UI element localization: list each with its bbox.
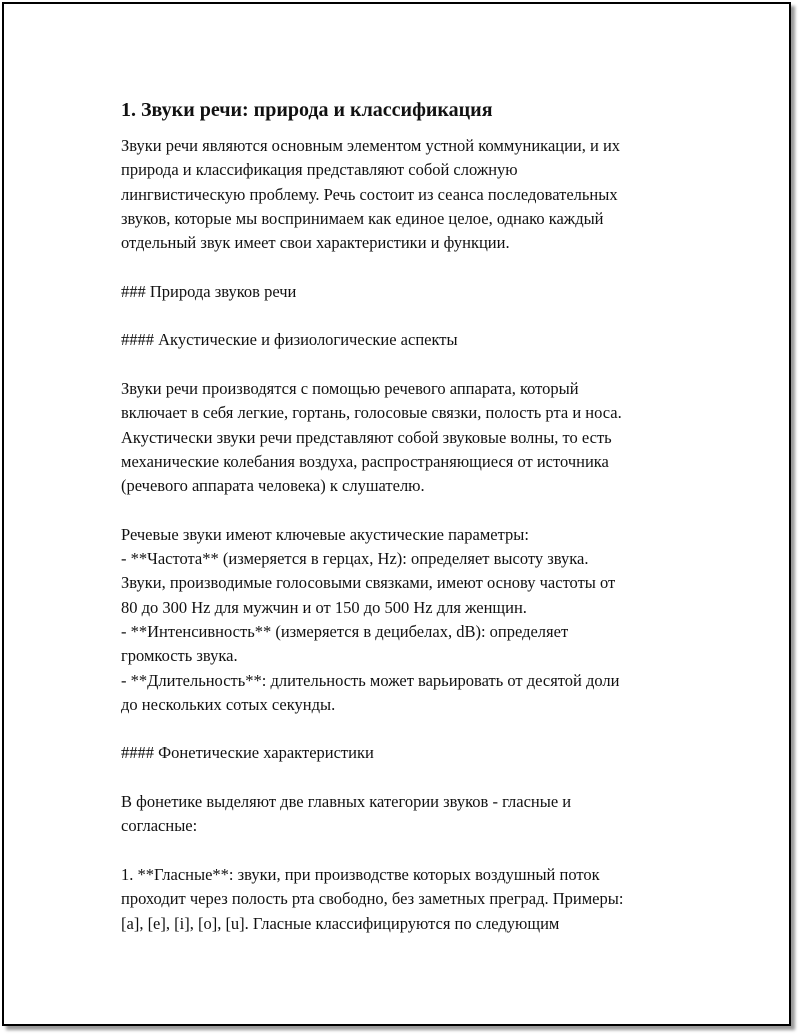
blank-line — [121, 717, 701, 741]
blank-line — [121, 304, 701, 328]
document-title: 1. Звуки речи: природа и классификация — [121, 99, 493, 121]
text-line: - **Длительность**: длительность может варьировать от десятой доли — [121, 670, 620, 690]
page-frame — [2, 2, 791, 1026]
text-line: Звуки речи являются основным элементом устной коммуникации, и их — [121, 136, 621, 155]
blank-line — [121, 353, 701, 377]
text-line: природа и классификация представляют собой сложную — [121, 160, 518, 180]
blank-line — [121, 839, 701, 863]
blank-line — [121, 766, 701, 790]
text-line: до нескольких сотых секунды. — [121, 694, 336, 714]
text-line: проходит через полость рта свободно, без заметных преград. Примеры: — [121, 889, 624, 909]
text-line: #### Фонетические характеристики — [121, 743, 374, 763]
text-line: Звуки речи производятся с помощью речевого аппарата, который — [121, 378, 579, 398]
text-line: - **Интенсивность** (измеряется в децибелах, dB): определяет — [121, 621, 569, 641]
text-line: Речевые звуки имеют ключевые акустические параметры: — [121, 524, 529, 544]
text-line: отдельный звук имеет свои характеристики и функции. — [121, 233, 510, 253]
text-line: лингвистическую проблему. Речь состоит из сеанса последовательных — [121, 184, 618, 204]
text-line: [a], [e], [i], [o], [u]. Гласные классифицируются по следующим — [121, 913, 560, 933]
text-line: Акустически звуки речи представляют собой звуковые волны, то есть — [121, 427, 612, 447]
text-line: (речевого аппарата человека) к слушателю. — [121, 476, 425, 496]
document-body — [121, 96, 701, 936]
text-line: включает в себя легкие, гортань, голосовые связки, полость рта и носа. — [121, 403, 622, 423]
text-line: звуков, которые мы воспринимаем как единое целое, однако каждый — [121, 208, 604, 228]
text-line: согласные: — [121, 816, 198, 836]
blank-line — [121, 255, 701, 279]
text-line: громкость звука. — [121, 646, 238, 666]
text-line: 80 до 300 Hz для мужчин и от 150 до 500 Hz для женщин. — [121, 597, 527, 617]
text-line: ### Природа звуков речи — [121, 281, 297, 301]
text-line: #### Акустические и физиологические аспекты — [121, 330, 458, 350]
text-line: механические колебания воздуха, распространяющиеся от источника — [121, 451, 609, 471]
text-line: 1. **Гласные**: звуки, при производстве которых воздушный поток — [121, 864, 600, 884]
document-text — [121, 134, 701, 936]
blank-line — [121, 498, 701, 522]
text-line: В фонетике выделяют две главных категории звуков - гласные и — [121, 792, 572, 812]
text-line: Звуки, производимые голосовыми связками, имеют основу частоты от — [121, 573, 616, 593]
text-line: - **Частота** (измеряется в герцах, Hz): определяет высоту звука. — [121, 549, 589, 569]
